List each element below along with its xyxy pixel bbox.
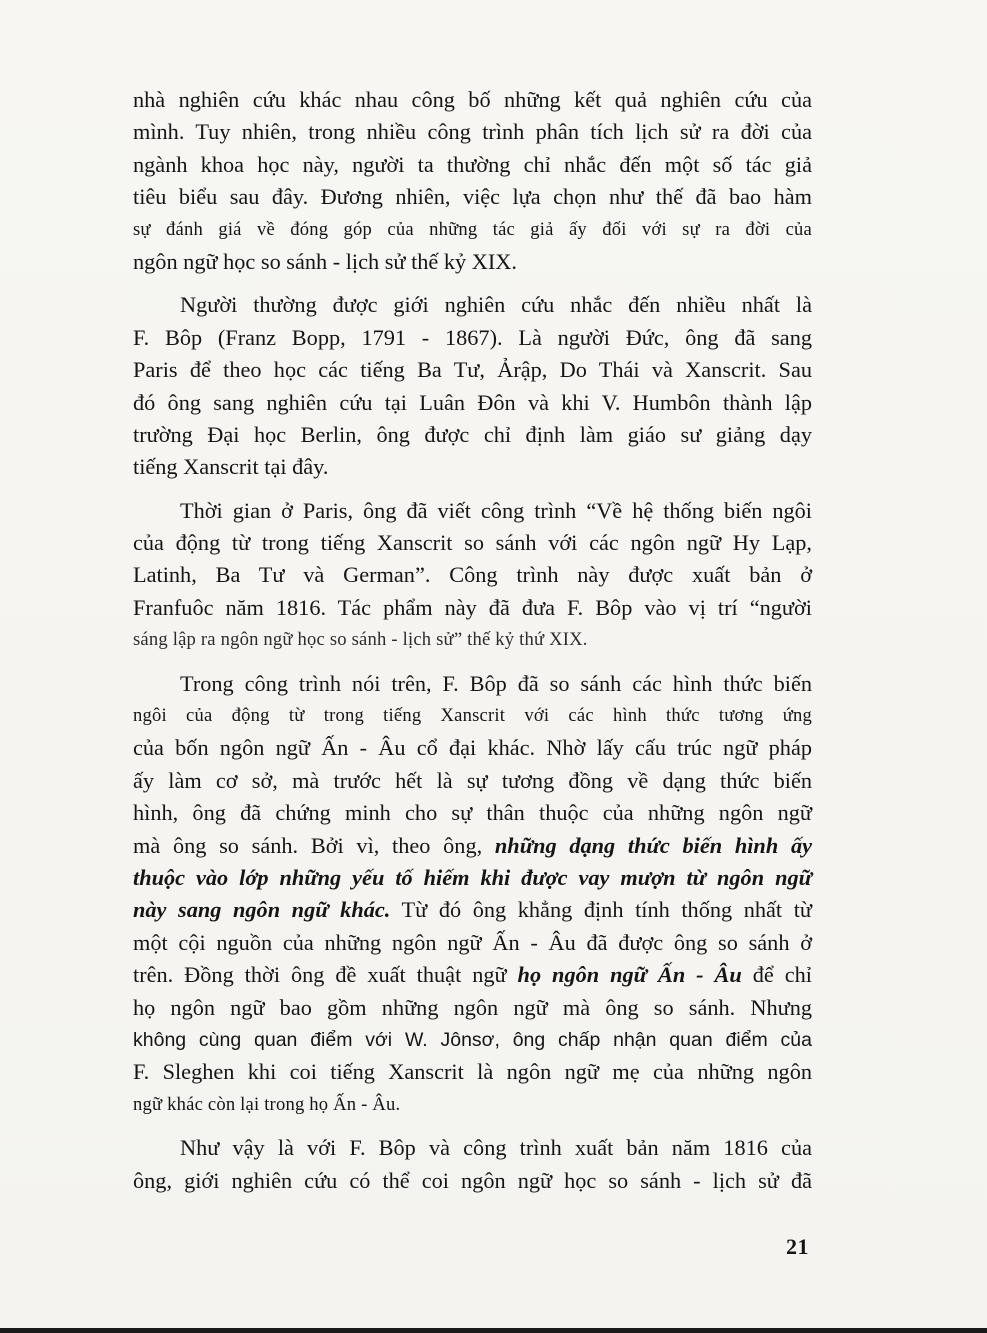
- text-line: tiếng Xanscrit tại đây.: [133, 454, 329, 480]
- paragraph-3: [133, 495, 812, 657]
- text-line: đó ông sang nghiên cứu tại Luân Đôn và khi V. Humbôn thành lập: [133, 389, 812, 415]
- text-line: nhà nghiên cứu khác nhau công bố những kết quả nghiên cứu của: [133, 87, 812, 112]
- text-line: ngôi của động từ trong tiếng Xanscrit với các hình thức tương ứng: [133, 705, 812, 727]
- italic-phrase: thuộc vào lớp những yếu tố hiếm khi được vay mượn từ ngôn ngữ: [133, 864, 812, 890]
- text-line: sự đánh giá về đóng góp của những tác giả ấy đối với sự ra đời của: [133, 218, 812, 240]
- text-line: Như vậy là với F. Bôp và công trình xuất bản năm 1816 của: [180, 1135, 812, 1161]
- text-run: để chỉ: [741, 962, 812, 988]
- text-line: F. Bôp (Franz Bopp, 1791 - 1867). Là người Đức, ông đã sang: [133, 324, 812, 350]
- text-line: Người thường được giới nghiên cứu nhắc đến nhiều nhất là: [180, 292, 812, 318]
- text-run: mà ông so sánh. Bởi vì, theo ông,: [133, 832, 495, 858]
- text-line: Thời gian ở Paris, ông đã viết công trình “Về hệ thống biến ngôi: [180, 497, 812, 523]
- text-line: của động từ trong tiếng Xanscrit so sánh với các ngôn ngữ Hy Lạp,: [133, 530, 812, 556]
- text-run: trên. Đồng thời ông đề xuất thuật ngữ: [133, 962, 518, 988]
- text-line: ấy làm cơ sở, mà trước hết là sự tương đồng về dạng thức biến: [133, 767, 812, 793]
- text-line: [133, 830, 812, 862]
- text-line: một cội nguồn của những ngôn ngữ Ấn - Âu đã được ông so sánh ở: [133, 929, 812, 955]
- italic-phrase: này sang ngôn ngữ khác.: [133, 897, 391, 923]
- text-line: Latinh, Ba Tư và German”. Công trình này được xuất bản ở: [133, 562, 812, 588]
- text-line: trường Đại học Berlin, ông được chỉ định làm giáo sư giảng dạy: [133, 421, 812, 447]
- text-line: của bốn ngôn ngữ Ấn - Âu cổ đại khác. Nhờ lấy cấu trúc ngữ pháp: [133, 735, 812, 761]
- text-line: F. Sleghen khi coi tiếng Xanscrit là ngôn ngữ mẹ của những ngôn: [133, 1059, 812, 1085]
- italic-term: họ ngôn ngữ Ấn - Âu: [517, 962, 742, 988]
- text-line: ngành khoa học này, người ta thường chỉ nhắc đến một số tác giả: [133, 151, 812, 177]
- paragraph-5: [133, 1132, 812, 1197]
- paragraph-4: [133, 668, 812, 1121]
- text-run: Từ đó ông khẳng định tính thống nhất từ: [390, 897, 812, 923]
- text-line: tiêu biểu sau đây. Đương nhiên, việc lựa chọn như thế đã bao hàm: [133, 184, 812, 210]
- text-line: [133, 959, 812, 991]
- text-line: Franfuôc năm 1816. Tác phẩm này đã đưa F. Bôp vào vị trí “người: [133, 594, 812, 620]
- text-line: sáng lập ra ngôn ngữ học so sánh - lịch sử” thế kỷ thứ XIX.: [133, 629, 588, 651]
- paragraph-1: [133, 84, 812, 278]
- text-line: ông, giới nghiên cứu có thể coi ngôn ngữ học so sánh - lịch sử đã: [133, 1167, 812, 1193]
- text-line: ngữ khác còn lại trong họ Ấn - Âu.: [133, 1093, 401, 1115]
- text-line: hình, ông đã chứng minh cho sự thân thuộc của những ngôn ngữ: [133, 800, 812, 826]
- scan-edge-divider: [0, 1328, 987, 1333]
- body-text: [133, 84, 812, 1208]
- text-line: ngôn ngữ học so sánh - lịch sử thế kỷ XIX.: [133, 248, 517, 274]
- text-line: Trong công trình nói trên, F. Bôp đã so sánh các hình thức biến: [180, 670, 812, 696]
- paragraph-2: [133, 289, 812, 483]
- text-line: không cùng quan điểm với W. Jônsơ, ông chấp nhận quan điểm của: [133, 1028, 812, 1051]
- text-line: [133, 894, 812, 926]
- text-line: [133, 862, 812, 894]
- text-line: họ ngôn ngữ bao gồm những ngôn ngữ mà ông so sánh. Nhưng: [133, 994, 812, 1020]
- page-number: 21: [786, 1234, 809, 1259]
- text-line: mình. Tuy nhiên, trong nhiều công trình phân tích lịch sử ra đời của: [133, 119, 812, 145]
- text-line: Paris để theo học các tiếng Ba Tư, Ảrập, Do Thái và Xanscrit. Sau: [133, 357, 812, 383]
- italic-phrase: những dạng thức biến hình ấy: [494, 832, 812, 858]
